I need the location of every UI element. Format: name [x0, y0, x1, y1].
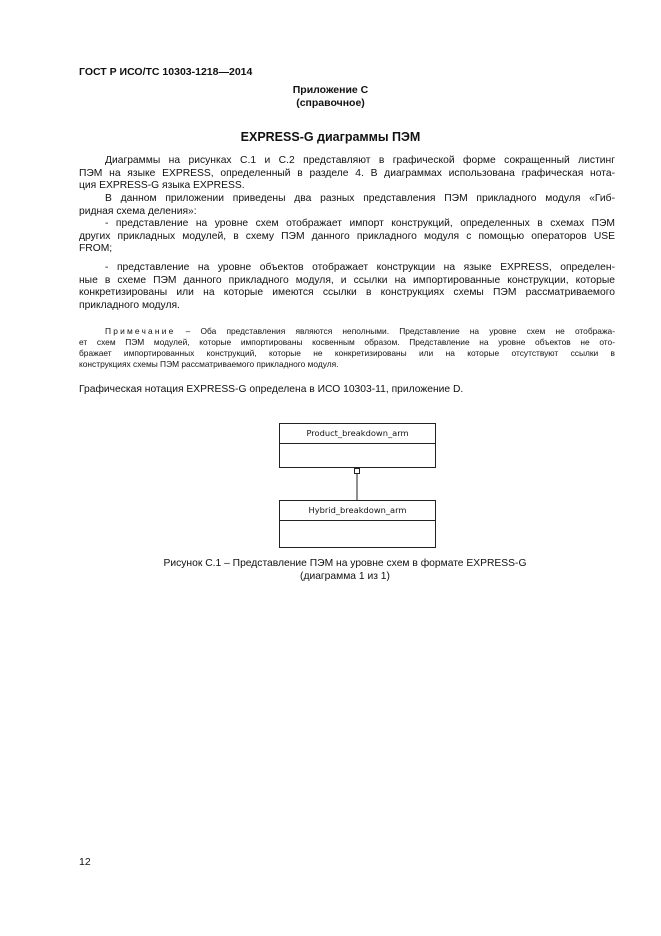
figure-caption-subline: (диаграмма 1 из 1) [300, 571, 390, 582]
figure-caption: Рисунок С.1 – Представление ПЭМ на уровне схем в формате EXPRESS-G [163, 558, 527, 569]
paragraph-line: - представление на уровне объектов отображает конструкции на языке EXPRESS, определен- [105, 262, 615, 273]
paragraph-line: Диаграммы на рисунках С.1 и С.2 представляют в графической форме сокращенный листинг [105, 155, 615, 166]
page-number: 12 [79, 856, 91, 868]
schema-name: Product_breakdown_arm [280, 424, 435, 444]
paragraph-line: конкретизированы или на которые имеются ссылки в конструкциях схемы ПЭМ рассматриваемого [79, 287, 615, 299]
note-line: ет схем ПЭМ модулей, которые импортированы косвенным образом. Представление на уровне объектов не ото- [79, 337, 615, 347]
schema-box-hybrid-breakdown [279, 500, 436, 548]
note-line: бражает импортированных конструкций, которые не конкретизированы или на которые отсутствуют ссылки в [79, 348, 615, 358]
section-title: EXPRESS-G диаграммы ПЭМ [240, 130, 421, 144]
paragraph-intro [79, 155, 615, 193]
paragraph-line: Графическая нотация EXPRESS-G определена в ИСО 10303-11, приложение D. [79, 384, 464, 395]
schema-name: Hybrid_breakdown_arm [280, 501, 435, 521]
note-label: Примечание [105, 326, 176, 336]
standard-header: ГОСТ Р ИСО/ТС 10303-1218—2014 [79, 66, 253, 78]
note-block [79, 326, 615, 370]
paragraph-line: ные в схеме ПЭМ данного прикладного модуля, и ссылки на импортированные конструкции, которые [79, 274, 615, 286]
notation-reference [79, 384, 615, 397]
paragraph-line: ридная схема деления»: [79, 205, 197, 217]
note-line: конструкциях схемы ПЭМ рассматриваемого прикладного модуля. [79, 359, 339, 369]
paragraph-line: В данном приложении приведены два разных представления ПЭМ прикладного модуля «Гиб- [105, 193, 615, 204]
paragraph-line: ПЭМ на языке EXPRESS, определенный в разделе 4. В диаграммах использована графическая нота- [79, 167, 615, 179]
use-from-connector [340, 466, 380, 502]
connector-end-marker [355, 469, 360, 474]
paragraph-representations [79, 193, 615, 218]
paragraph-line: - представление на уровне схем отображает импорт конструкций, определенных в схемах ПЭМ [105, 218, 615, 229]
schema-box-product-breakdown [279, 423, 436, 468]
appendix-subtitle: (справочное) [296, 97, 365, 109]
note-text: – Оба представления являются неполными. Представление на уровне схем не отобража- [175, 326, 615, 336]
paragraph-line: других прикладных модулей, в схему ПЭМ данного прикладного модуля с помощью операторов USE [79, 230, 615, 242]
paragraph-object-level [79, 262, 615, 312]
paragraph-schema-level [79, 218, 615, 256]
paragraph-line: прикладного модуля. [79, 299, 180, 311]
paragraph-line: FROM; [79, 243, 113, 255]
paragraph-line: ция EXPRESS-G языка EXPRESS. [79, 180, 245, 192]
appendix-title: Приложение С [292, 84, 369, 96]
note-line [79, 326, 615, 337]
